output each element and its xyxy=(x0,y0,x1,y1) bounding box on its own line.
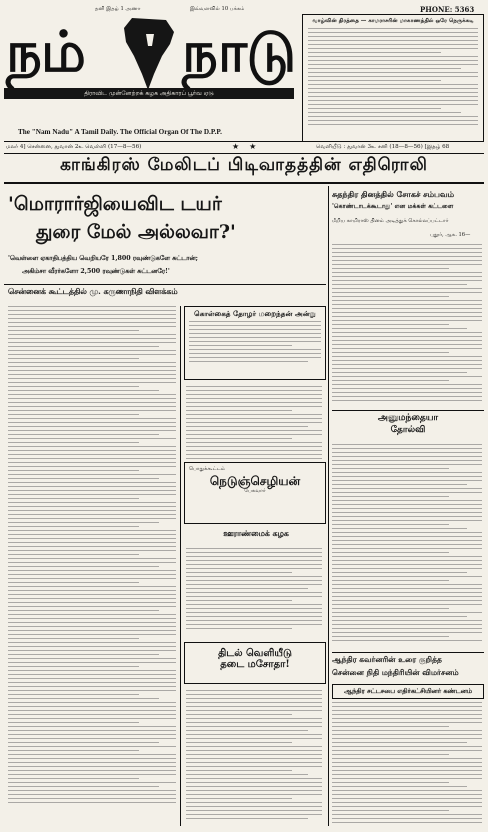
bottom-banner xyxy=(332,684,484,699)
lead-headline-1: 'மொரார்ஜியைவிட டயர் xyxy=(8,193,222,215)
dateline-left: மலர் 4] சென்னை, துவான் 2உ வெள்ளி (17—8—56) xyxy=(6,144,142,150)
column-divider-2 xyxy=(328,186,329,826)
notice-heading: வாழ்வின் திரத்தை — காமராசரின் மாகாணத்தில் ஒரே நெருக்கடி xyxy=(312,18,474,24)
section2-title-2: தோல்வி xyxy=(390,425,426,435)
column-divider-1 xyxy=(180,306,181,826)
map-emblem-icon xyxy=(114,16,184,92)
lead-subhead-2: அகிம்சா வீரர்களோ 2,500 ரவுண்டுகள் சுட்டனரே!' xyxy=(22,268,170,275)
bill-title-1: திடல் வெளியீடு xyxy=(218,648,292,659)
tagline-text: திராவிட முன்னேற்றக் கழக அதிகாரப் பூர்வ ஏடு xyxy=(84,90,214,97)
meeting-speaker: நெடுஞ்செழியன் xyxy=(209,474,301,488)
tribute-box xyxy=(184,306,326,380)
price: தனி இதழ் 1 அணா xyxy=(95,6,141,12)
right-headline-1: சுதந்திர தினத்தில் சோகச் சம்பவம் xyxy=(332,189,455,199)
phone-number: PHONE: 5363 xyxy=(420,5,475,14)
tribute-body xyxy=(185,321,325,362)
english-subtitle: The "Nam Nadu" A Tamil Daily. The Official Organ Of The D.P.P. xyxy=(18,128,222,136)
lead-article-body xyxy=(8,306,176,806)
section3-title-1: ஆந்திர கவர்னரின் உரை குறித்த xyxy=(332,655,442,664)
right-divider-1 xyxy=(332,410,484,411)
lead-rule xyxy=(4,284,326,285)
page-count: இவ்வளவில் 10 பக்கம் xyxy=(190,6,245,12)
banner-rule xyxy=(4,182,484,184)
right-divider-2 xyxy=(332,652,484,653)
lead-headline-2: துரை மேல் அல்லவா?' xyxy=(36,221,236,243)
masthead-logo xyxy=(4,14,296,108)
masthead-title-right: நாடு xyxy=(182,20,296,85)
right-subhead: மீறிய காமிராஸ் தினம் அடித்துக் கொல்லப்பட்டார் xyxy=(332,218,449,224)
notice-box xyxy=(302,14,484,142)
dateline-right: வெளியீடு : துவான் 3உ சனி (18—8—56) [இதழ் 68 xyxy=(316,144,450,150)
dateline-stars: ★★ xyxy=(232,142,267,151)
middle-article-1 xyxy=(186,386,322,462)
bill-title-2: தடை மசோதா! xyxy=(220,659,290,670)
section3-title-2: சென்னை நிதி மந்திரியின் விமர்சனம் xyxy=(332,668,459,677)
masthead-tagline xyxy=(4,88,294,99)
bill-box xyxy=(184,642,326,684)
public-meeting-box xyxy=(184,462,326,524)
local-body-article xyxy=(186,548,322,632)
middle-article-2 xyxy=(186,690,322,822)
bottom-banner-text: ஆந்திர சட்டசபை எதிர்கட்சியினர் கண்டனம் xyxy=(344,687,472,695)
lead-subhead-1: 'வெள்ளை ஏகாதிபத்திய வெறியரே 1,800 ரவுண்டுகளே சுட்டான்; xyxy=(8,255,198,262)
meeting-sub: பேசுவார் xyxy=(244,488,266,495)
dateline-rule-bottom xyxy=(4,153,484,154)
right-article-1 xyxy=(332,244,482,404)
meeting-label: பொதுக்கூட்டம் xyxy=(189,466,226,472)
right-dateline: புதூர், ஆக. 16— xyxy=(430,232,471,238)
section2-title-1: அனுமந்தையா xyxy=(377,413,439,423)
tribute-title: கொள்கைத் தோழர் மறைந்தன் அன்று xyxy=(194,309,316,318)
banner-headline: காங்கிரஸ் மேலிடப் பிடிவாதத்தின் எதிரொலி xyxy=(60,155,428,175)
notice-body xyxy=(303,28,483,125)
masthead-title-left: நம் xyxy=(6,20,85,85)
local-body-heading: ஊராண்மைக் கழக xyxy=(223,529,289,538)
right-headline-2: 'கொண்டாடக்கூடாது' என மக்கள் கட்டளை xyxy=(332,203,454,210)
right-article-3 xyxy=(332,702,482,826)
right-article-2 xyxy=(332,444,482,644)
lead-section-heading: சென்னைக் கூட்டத்தில் மு. கருணாநிதி விளக்கம் xyxy=(8,287,178,296)
